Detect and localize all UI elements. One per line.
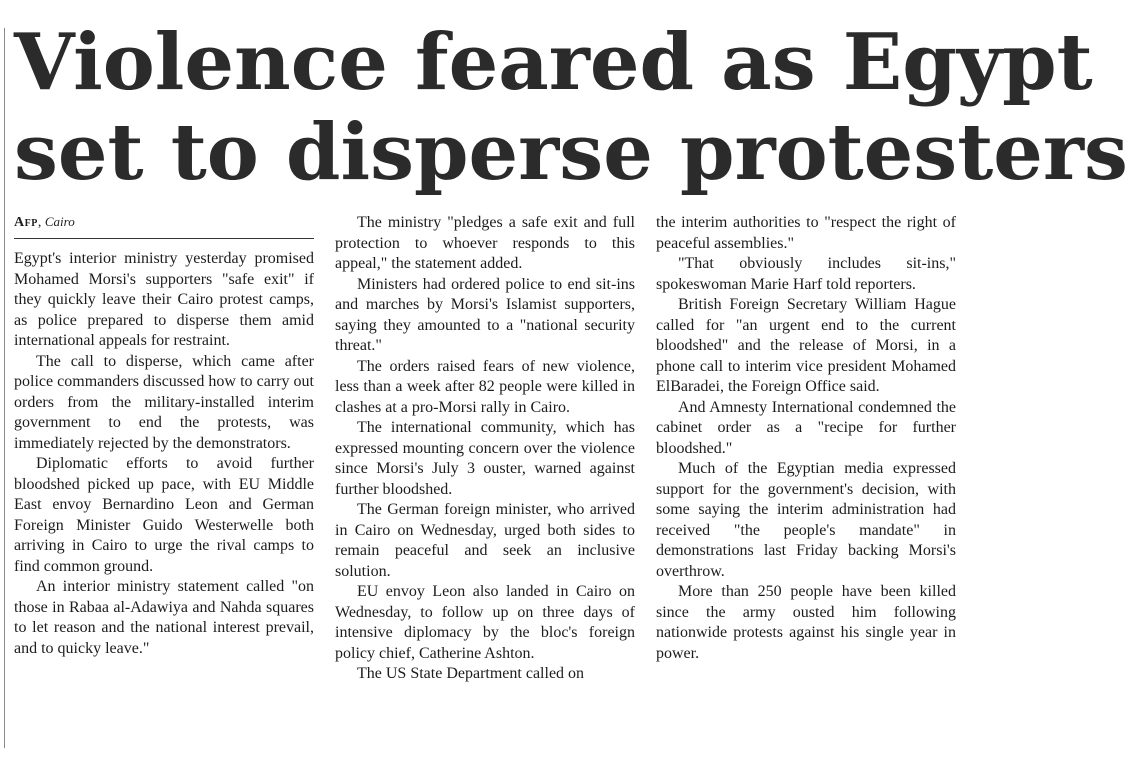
article-column-1 (14, 249, 314, 659)
article-column-3 (656, 213, 956, 664)
headline (14, 17, 1128, 198)
article-column-2 (335, 213, 635, 685)
paragraph: And Amnesty International condemned the cabinet order as a "recipe for further bloodshed." (656, 398, 956, 457)
paragraph: The orders raised fears of new violence, less than a week after 82 people were killed in clashes at a pro-Morsi rally in Cairo. (335, 357, 635, 416)
byline-agency: Afp (14, 215, 38, 230)
byline-place: Cairo (44, 214, 75, 229)
paragraph: The ministry "pledges a safe exit and full protection to whoever responds to this appeal," the statement added. (335, 214, 635, 272)
paragraph: Egypt's interior ministry yesterday promised Mohamed Morsi's supporters "safe exit" if they quickly leave their Cairo protest camps, as police prepared to disperse them amid international appeals for restraint. (14, 250, 314, 349)
paragraph: An interior ministry statement called "on those in Rabaa al-Adawiya and Nahda squares to let reason and the national interest prevail, and to quicky leave." (14, 578, 314, 657)
byline: Afp, Cairo (14, 213, 314, 239)
paragraph: More than 250 people have been killed since the army ousted him following nationwide protests against his single year in power. (656, 583, 956, 662)
paragraph: The German foreign minister, who arrived in Cairo on Wednesday, urged both sides to remain peaceful and seek an inclusive solution. (335, 501, 635, 580)
paragraph: the interim authorities to "respect the right of peaceful assemblies." (656, 214, 956, 252)
paragraph: Much of the Egyptian media expressed support for the government's decision, with some saying the interim administration had received "the people's mandate" in demonstrations last Friday backing Morsi's overthrow. (656, 460, 956, 580)
paragraph: The international community, which has expressed mounting concern over the violence since Morsi's July 3 ouster, warned against further bloodshed. (335, 419, 635, 498)
paragraph: British Foreign Secretary William Hague called for "an urgent end to the current bloodshed" and the release of Morsi, in a phone call to interim vice president Mohamed ElBaradei, the Foreign Office said. (656, 296, 956, 395)
paragraph: The US State Department called on (357, 665, 585, 682)
paragraph: The call to disperse, which came after police commanders discussed how to carry out orders from the military-installed interim government to end the protests, was immediately rejected by the demonstrators. (14, 352, 314, 452)
paragraph: Ministers had ordered police to end sit-ins and marches by Morsi's Islamist supporters, saying they amounted to a "national security threat." (335, 275, 635, 354)
paragraph: EU envoy Leon also landed in Cairo on Wednesday, to follow up on three days of intensive diplomacy by the bloc's foreign policy chief, Catherine Ashton. (335, 583, 635, 662)
headline-line-1: Violence feared as Egypt (14, 17, 1093, 108)
paragraph: "That obviously includes sit-ins," spokeswoman Marie Harf told reporters. (656, 255, 956, 293)
column-rule (4, 28, 5, 748)
headline-line-2: set to disperse protesters (14, 107, 1128, 198)
paragraph: Diplomatic efforts to avoid further bloodshed picked up pace, with EU Middle East envoy Bernardino Leon and German Foreign Minister Guido Westerwelle both arriving in Cairo to urge the rival camps to find common ground. (14, 455, 314, 575)
